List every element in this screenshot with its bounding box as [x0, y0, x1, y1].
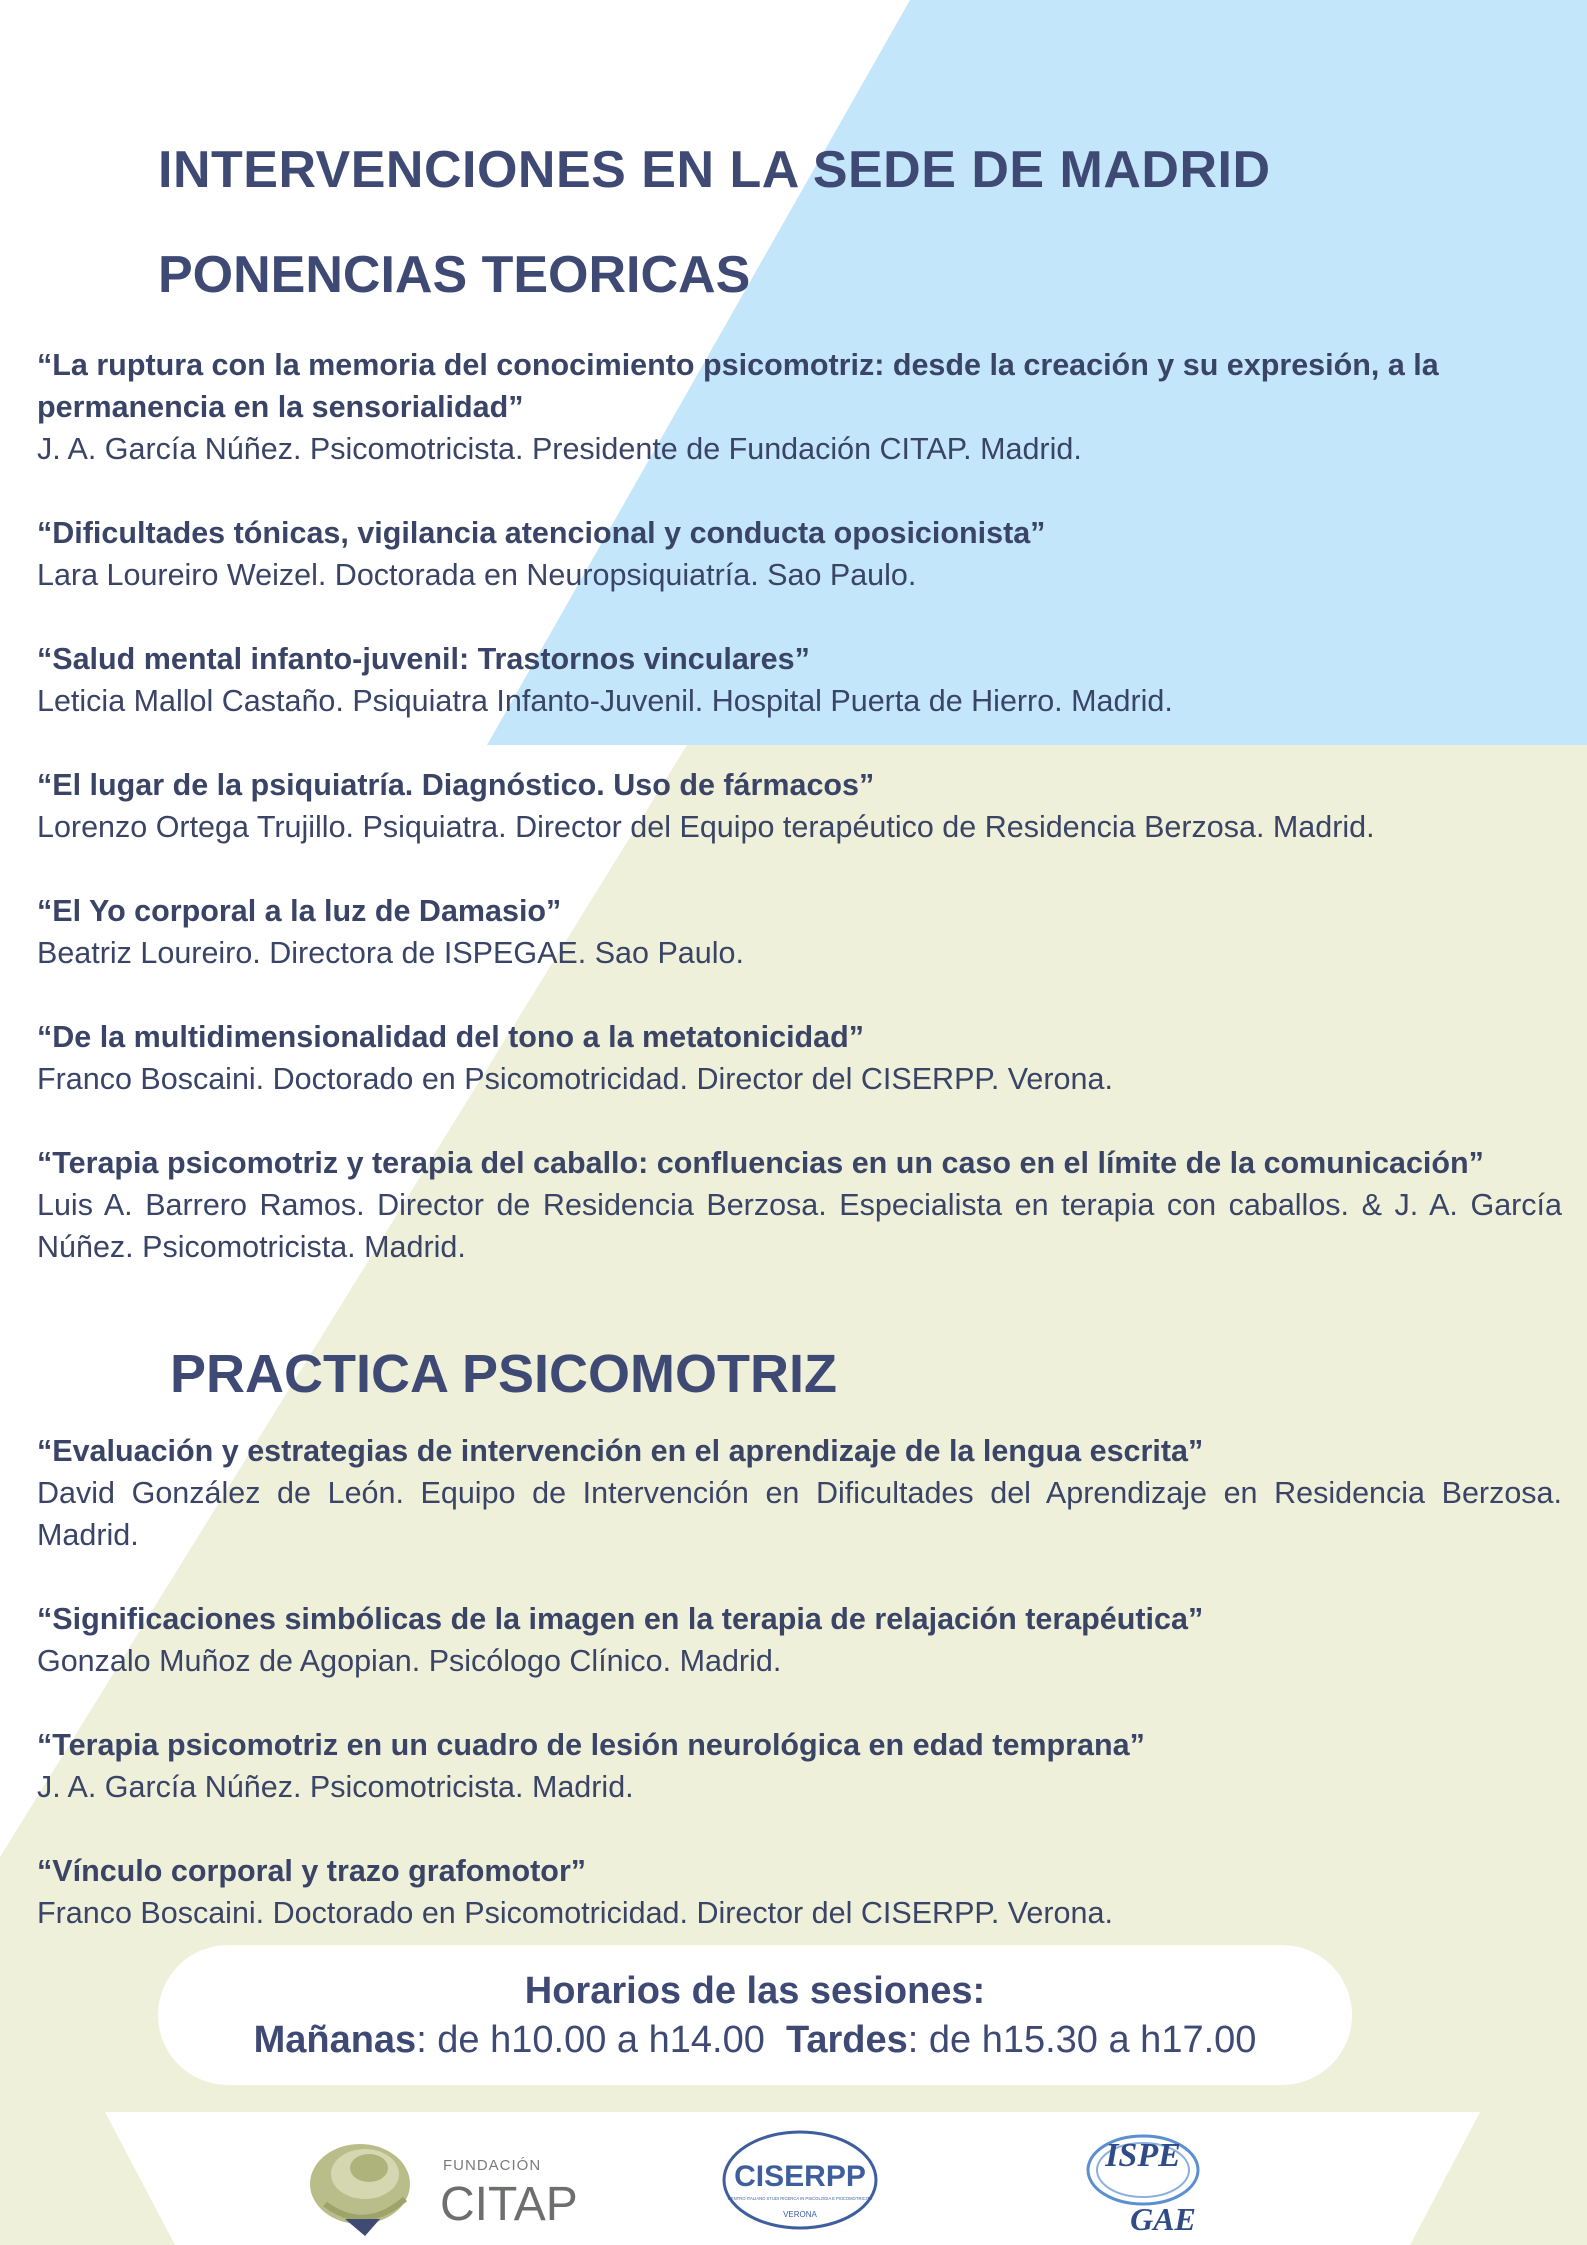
talk-title: “Significaciones simbólicas de la imagen en la terapia de relajación terapéutica” [37, 1602, 1204, 1636]
talk-title: “El Yo corporal a la luz de Damasio” [37, 894, 562, 928]
citap-logo [305, 2124, 605, 2239]
schedule-times [158, 2013, 1352, 2067]
ciserpp-logo [710, 2124, 890, 2236]
list-item [37, 764, 1562, 848]
talk-speaker: Gonzalo Muñoz de Agopian. Psicólogo Clínico. Madrid. [37, 1644, 782, 1678]
talk-speaker: Franco Boscaini. Doctorado en Psicomotricidad. Director del CISERPP. Verona. [37, 1062, 1113, 1096]
talk-speaker: J. A. García Núñez. Psicomotricista. Presidente de Fundación CITAP. Madrid. [37, 432, 1082, 466]
talk-speaker: Franco Boscaini. Doctorado en Psicomotricidad. Director del CISERPP. Verona. [37, 1896, 1113, 1930]
theory-list [37, 344, 1562, 1310]
morning-label: Mañanas [253, 2019, 417, 2061]
citap-shell-icon [310, 2144, 410, 2236]
practice-list [37, 1430, 1562, 1976]
list-item [37, 1142, 1562, 1268]
theory-heading: PONENCIAS TEORICAS [158, 246, 751, 304]
talk-title: “Terapia psicomotriz en un cuadro de lesión neurológica en edad temprana” [37, 1728, 1145, 1762]
talk-speaker: Lorenzo Ortega Trujillo. Psiquiatra. Director del Equipo terapéutico de Residencia Berzosa. Madrid. [37, 810, 1375, 844]
logos-footer [110, 2112, 1480, 2245]
list-item [37, 1724, 1562, 1808]
talk-speaker: Luis A. Barrero Ramos. Director de Residencia Berzosa. Especialista en terapia con caballos. & J. A. García Núñez. Psicomotricista. Madrid. [37, 1188, 1562, 1264]
talk-title: “Vínculo corporal y trazo grafomotor” [37, 1854, 587, 1888]
talk-title: “El lugar de la psiquiatría. Diagnóstico. Uso de fármacos” [37, 768, 875, 802]
list-item [37, 1850, 1562, 1934]
list-item [37, 638, 1562, 722]
talk-speaker: Leticia Mallol Castaño. Psiquiatra Infanto-Juvenil. Hospital Puerta de Hierro. Madrid. [37, 684, 1173, 718]
talk-speaker: Lara Loureiro Weizel. Doctorada en Neuropsiquiatría. Sao Paulo. [37, 558, 917, 592]
list-item [37, 1430, 1562, 1556]
list-item [37, 890, 1562, 974]
list-item [37, 1598, 1562, 1682]
talk-speaker: J. A. García Núñez. Psicomotricista. Madrid. [37, 1770, 634, 1804]
talk-speaker: Beatriz Loureiro. Directora de ISPEGAE. Sao Paulo. [37, 936, 744, 970]
citap-small-label: FUNDACIÓN [443, 2157, 542, 2174]
ciserpp-name: CISERPP [734, 2160, 866, 2193]
schedule-box [158, 1945, 1352, 2085]
ispegae-logo [1085, 2120, 1235, 2240]
afternoon-value: : de h15.30 a h17.00 [907, 2019, 1257, 2061]
talk-speaker: David González de León. Equipo de Intervención en Dificultades del Aprendizaje en Residencia Berzosa. Madrid. [37, 1476, 1562, 1552]
main-heading: INTERVENCIONES EN LA SEDE DE MADRID [158, 141, 1271, 199]
list-item [37, 344, 1562, 470]
talk-title: “Salud mental infanto-juvenil: Trastornos vinculares” [37, 642, 810, 676]
list-item [37, 512, 1562, 596]
practice-heading: PRACTICA PSICOMOTRIZ [170, 1344, 837, 1404]
talk-title: “Terapia psicomotriz y terapia del caballo: confluencias en un caso en el límite de la comunicación” [37, 1146, 1484, 1180]
ciserpp-subtitle: CENTRO ITALIANO STUDI RICERCA IN PSICOLOGIA E PSICOMOTRICITÀ [727, 2196, 873, 2201]
schedule-title: Horarios de las sesiones: [524, 1970, 986, 2012]
list-item [37, 1016, 1562, 1100]
ispegae-top: ISPE [1105, 2137, 1181, 2174]
citap-name: CITAP [440, 2178, 578, 2231]
talk-title: “Evaluación y estrategias de intervención en el aprendizaje de la lengua escrita” [37, 1434, 1204, 1468]
talk-title: “De la multidimensionalidad del tono a la metatonicidad” [37, 1020, 865, 1054]
ispegae-bottom: GAE [1130, 2201, 1196, 2237]
morning-value: : de h10.00 a h14.00 [416, 2019, 765, 2061]
talk-title: “Dificultades tónicas, vigilancia atencional y conducta oposicionista” [37, 516, 1046, 550]
ciserpp-city: VERONA [783, 2210, 817, 2219]
afternoon-label: Tardes [785, 2019, 908, 2061]
talk-title: “La ruptura con la memoria del conocimiento psicomotriz: desde la creación y su expresión, a la permanencia en la sensorialidad” [37, 348, 1439, 424]
